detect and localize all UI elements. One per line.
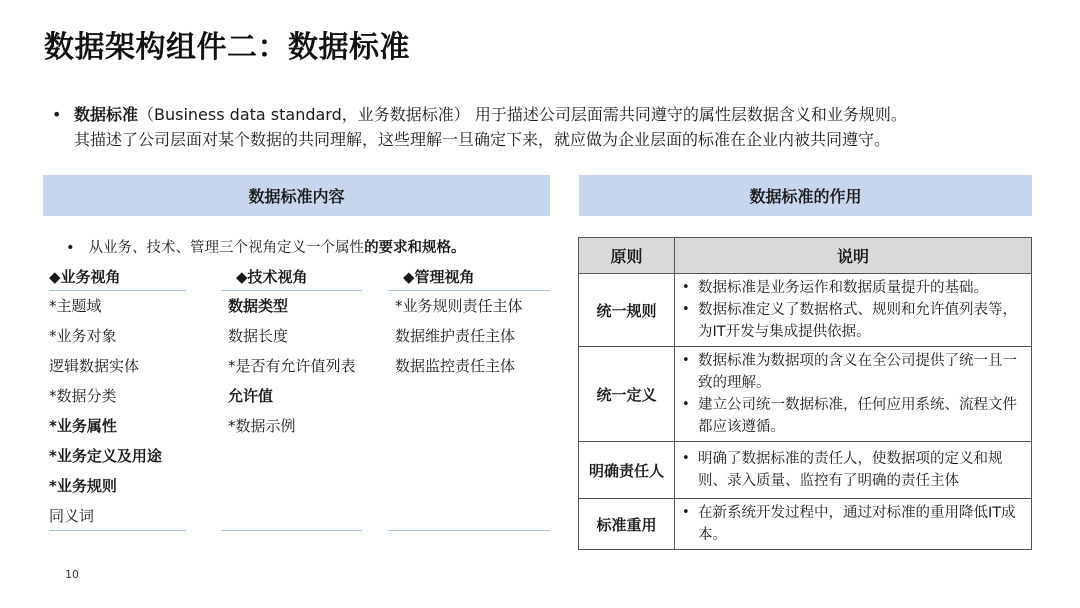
list-item: *业务规则责任主体 — [395, 297, 523, 315]
description-cell — [675, 347, 1032, 442]
list-item: *业务规则 — [49, 477, 117, 495]
principle-cell: 标准重用 — [579, 499, 675, 550]
data-standard-role-table — [578, 237, 1032, 550]
table-row — [579, 442, 1032, 499]
list-item: *业务对象 — [49, 327, 117, 345]
description-cell — [675, 499, 1032, 550]
description-point: • 明确了数据标准的责任人，使数据项的定义和规则、录入质量、监控有了明确的责任主体 — [681, 448, 1027, 492]
description-point: • 数据标准为数据项的含义在全公司提供了统一且一致的理解。 — [681, 350, 1027, 394]
description-point: • 建立公司统一数据标准，任何应用系统、流程文件都应该遵循。 — [681, 394, 1027, 438]
slide-title: 数据架构组件二：数据标准 — [44, 30, 410, 65]
content-section-header: 数据标准内容 — [43, 175, 550, 216]
list-item: 数据长度 — [228, 327, 289, 345]
business-view-column — [49, 264, 186, 531]
principle-cell: 统一定义 — [579, 347, 675, 442]
list-item: 同义词 — [49, 507, 95, 525]
list-item: *主题域 — [49, 297, 102, 315]
list-item: 逻辑数据实体 — [49, 357, 140, 375]
column-heading: ◆技术视角 — [221, 264, 362, 291]
list-item: *业务定义及用途 — [49, 447, 162, 465]
intro-bullet: • — [52, 105, 62, 124]
list-item: 数据维护责任主体 — [395, 327, 516, 345]
list-item: *数据分类 — [49, 387, 117, 405]
description-cell — [675, 274, 1032, 347]
table-header-row — [579, 238, 1032, 274]
description-point: • 数据标准是业务运作和数据质量提升的基础。 — [681, 277, 1027, 299]
description-point: • 在新系统开发过程中，通过对标准的重用降低IT成本。 — [681, 502, 1027, 546]
intro-line-1: （Business data standard，业务数据标准） 用于描述公司层面需共同遵守的属性层数据含义和业务规则。 — [138, 105, 907, 124]
column-bottom-divider — [388, 530, 550, 531]
list-item: *是否有允许值列表 — [228, 357, 356, 375]
table-row — [579, 347, 1032, 442]
intro-paragraph — [52, 102, 1042, 152]
table-row — [579, 499, 1032, 550]
perspective-text: 从业务、技术、管理三个视角定义一个属性 — [88, 240, 365, 256]
principle-column-header: 原则 — [579, 238, 675, 274]
description-cell — [675, 442, 1032, 499]
description-column-header: 说明 — [675, 238, 1032, 274]
perspective-bold-text: 的要求和规格。 — [364, 240, 466, 256]
column-heading: ◆管理视角 — [388, 264, 550, 291]
role-section-header: 数据标准的作用 — [579, 175, 1032, 216]
list-item: 允许值 — [228, 387, 274, 405]
intro-term: 数据标准 — [74, 105, 139, 124]
technical-view-column — [221, 264, 362, 441]
description-point: • 数据标准定义了数据格式、规则和允许值列表等，为IT开发与集成提供依据。 — [681, 299, 1027, 343]
column-heading: ◆业务视角 — [49, 264, 186, 291]
list-item: 数据类型 — [228, 297, 289, 315]
page-number: 10 — [65, 568, 79, 581]
management-view-column — [388, 264, 550, 381]
list-item: 数据监控责任主体 — [395, 357, 516, 375]
column-bottom-divider — [221, 530, 362, 531]
list-item: *业务属性 — [49, 417, 117, 435]
principle-cell: 统一规则 — [579, 274, 675, 347]
principle-cell: 明确责任人 — [579, 442, 675, 499]
column-bottom-divider — [49, 530, 186, 531]
perspective-bullet — [66, 236, 466, 257]
list-item: *数据示例 — [228, 417, 296, 435]
bullet-dot: • — [66, 240, 75, 256]
intro-line-2: 其描述了公司层面对某个数据的共同理解，这些理解一旦确定下来，就应做为企业层面的标准在企业内被共同遵守。 — [74, 130, 891, 149]
table-row — [579, 274, 1032, 347]
